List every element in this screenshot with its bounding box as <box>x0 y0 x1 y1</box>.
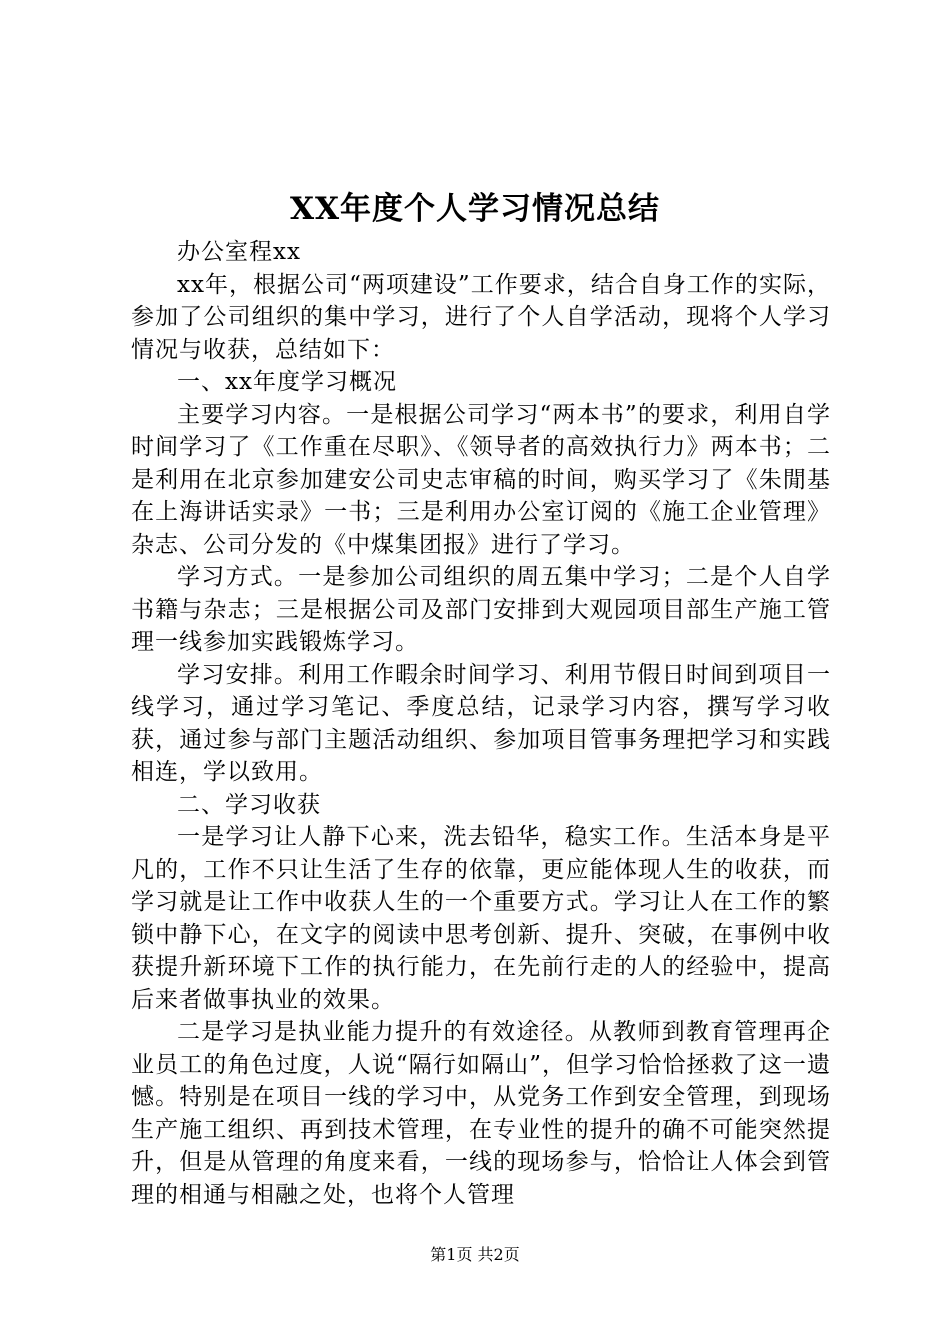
document-body <box>131 236 831 1211</box>
page-footer: 第1页 共2页 <box>430 1245 520 1264</box>
paragraph: 一是学习让人静下心来，洗去铅华，稳实工作。生活本身是平凡的，工作不只让生活了生存的依靠，更应能体现人生的收获，而学习就是让工作中收获人生的一个重要方式。学习让人在工作的繁锁中静下心，在文字的阅读中思考创新、提升、突破，在事例中收获提升新环境下工作的执行能力，在先前行走的人的经验中，提高后来者做事执业的效果。 <box>131 824 831 1013</box>
paragraph: xx年，根据公司“两项建设”工作要求，结合自身工作的实际，参加了公司组织的集中学习，进行了个人自学活动，现将个人学习情况与收获，总结如下： <box>131 271 831 363</box>
section-heading: 一、xx年度学习概况 <box>177 369 397 395</box>
section-heading: 二、学习收获 <box>177 791 321 818</box>
paragraph: 二是学习是执业能力提升的有效途径。从教师到教育管理再企业员工的角色过度，人说“隔行如隔山”，但学习恰恰拯救了这一遗憾。特别是在项目一线的学习中，从党务工作到安全管理，到现场生产施工组织、再到技术管理，在专业性的提升的确不可能突然提升，但是从管理的角度来看，一线的现场参与，恰恰让人体会到管理的相通与相融之处，也将个人管理 <box>131 1019 831 1208</box>
paragraph: 主要学习内容。一是根据公司学习“两本书”的要求，利用自学时间学习了《工作重在尽职》、《领导者的高效执行力》两本书；二是利用在北京参加建安公司史志审稿的时间，购买学习了《朱閒基在上海讲话实录》一书；三是利用办公室订阅的《施工企业管理》杂志、公司分发的《中煤集团报》进行了学习。 <box>131 401 831 558</box>
document-title: XX年度个人学习情况总结 <box>289 191 661 227</box>
paragraph: 学习方式。一是参加公司组织的周五集中学习；二是个人自学书籍与杂志；三是根据公司及部门安排到大观园项目部生产施工管理一线参加实践锻炼学习。 <box>131 564 831 655</box>
author-line: 办公室程xx <box>177 239 301 265</box>
paragraph: 学习安排。利用工作暇余时间学习、利用节假日时间到项目一线学习，通过学习笔记、季度总结，记录学习内容，撰写学习收获，通过参与部门主题活动组织、参加项目管事务理把学习和实践相连，学以致用。 <box>131 661 831 785</box>
